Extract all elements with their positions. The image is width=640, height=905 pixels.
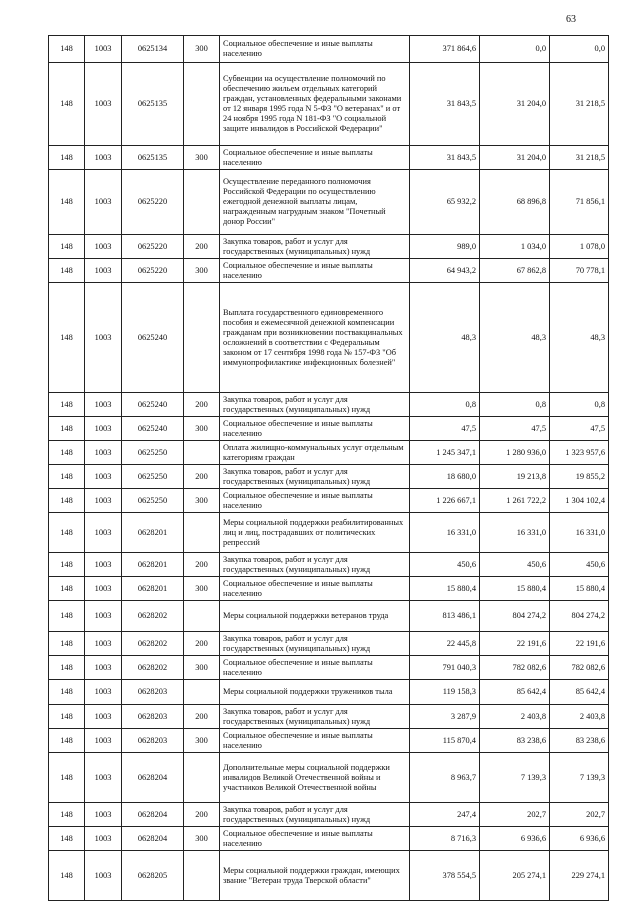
- table-row: [49, 656, 609, 680]
- cell-expense-type: 300: [184, 489, 220, 513]
- cell-amount-2: 205 274,1: [480, 851, 550, 901]
- cell-amount-2: 804 274,2: [480, 601, 550, 632]
- cell-expense-type: 200: [184, 393, 220, 417]
- cell-target-article: 0625220: [122, 170, 184, 235]
- cell-ved: 148: [49, 441, 85, 465]
- cell-section: 1003: [85, 465, 122, 489]
- cell-target-article: 0628204: [122, 753, 184, 803]
- cell-name: Социальное обеспечение и иные выплаты населению: [220, 259, 410, 283]
- cell-ved: 148: [49, 259, 85, 283]
- cell-amount-3: 6 936,6: [550, 827, 609, 851]
- cell-amount-2: 0,8: [480, 393, 550, 417]
- cell-amount-1: 3 287,9: [410, 705, 480, 729]
- cell-target-article: 0628204: [122, 827, 184, 851]
- cell-amount-3: 1 078,0: [550, 235, 609, 259]
- cell-name: Закупка товаров, работ и услуг для государственных (муниципальных) нужд: [220, 393, 410, 417]
- cell-expense-type: 300: [184, 827, 220, 851]
- cell-expense-type: 300: [184, 729, 220, 753]
- cell-target-article: 0628203: [122, 705, 184, 729]
- cell-expense-type: 300: [184, 417, 220, 441]
- table-row: [49, 827, 609, 851]
- table-row: [49, 170, 609, 235]
- cell-section: 1003: [85, 680, 122, 705]
- cell-ved: 148: [49, 393, 85, 417]
- table-row: [49, 632, 609, 656]
- table-row: [49, 705, 609, 729]
- cell-amount-1: 119 158,3: [410, 680, 480, 705]
- cell-ved: 148: [49, 753, 85, 803]
- cell-target-article: 0625220: [122, 259, 184, 283]
- cell-expense-type: [184, 63, 220, 146]
- cell-amount-1: 65 932,2: [410, 170, 480, 235]
- cell-target-article: 0625240: [122, 393, 184, 417]
- cell-amount-3: 202,7: [550, 803, 609, 827]
- cell-target-article: 0628202: [122, 601, 184, 632]
- cell-ved: 148: [49, 851, 85, 901]
- cell-expense-type: [184, 283, 220, 393]
- cell-target-article: 0628201: [122, 577, 184, 601]
- cell-amount-3: 15 880,4: [550, 577, 609, 601]
- table-row: [49, 851, 609, 901]
- cell-name: Социальное обеспечение и иные выплаты населению: [220, 827, 410, 851]
- cell-name: Социальное обеспечение и иные выплаты населению: [220, 489, 410, 513]
- cell-section: 1003: [85, 656, 122, 680]
- cell-name: Социальное обеспечение и иные выплаты населению: [220, 36, 410, 63]
- cell-name: Закупка товаров, работ и услуг для государственных (муниципальных) нужд: [220, 465, 410, 489]
- cell-ved: 148: [49, 803, 85, 827]
- cell-section: 1003: [85, 827, 122, 851]
- table-row: [49, 577, 609, 601]
- cell-amount-3: 70 778,1: [550, 259, 609, 283]
- cell-section: 1003: [85, 417, 122, 441]
- cell-amount-1: 16 331,0: [410, 513, 480, 553]
- cell-amount-2: 0,0: [480, 36, 550, 63]
- cell-amount-2: 48,3: [480, 283, 550, 393]
- cell-ved: 148: [49, 513, 85, 553]
- cell-section: 1003: [85, 632, 122, 656]
- cell-name: Меры социальной поддержки реабилитированных лиц и лиц, пострадавших от политических репрессий: [220, 513, 410, 553]
- cell-expense-type: 200: [184, 553, 220, 577]
- cell-ved: 148: [49, 146, 85, 170]
- cell-amount-2: 1 280 936,0: [480, 441, 550, 465]
- table-row: [49, 601, 609, 632]
- cell-amount-1: 18 680,0: [410, 465, 480, 489]
- cell-amount-1: 989,0: [410, 235, 480, 259]
- cell-name: Выплата государственного единовременного пособия и ежемесячной денежной компенсации гражданам при возникновении поствакцинальных осложнений в соответствии с Федеральным законом от 17 сентября 1998 года № 157-ФЗ "Об иммунопрофилактике инфекционных болезней": [220, 283, 410, 393]
- cell-target-article: 0628201: [122, 513, 184, 553]
- cell-amount-3: 48,3: [550, 283, 609, 393]
- cell-amount-2: 67 862,8: [480, 259, 550, 283]
- cell-amount-3: 47,5: [550, 417, 609, 441]
- cell-expense-type: [184, 513, 220, 553]
- cell-amount-3: 22 191,6: [550, 632, 609, 656]
- cell-section: 1003: [85, 851, 122, 901]
- cell-amount-2: 83 238,6: [480, 729, 550, 753]
- table-row: [49, 283, 609, 393]
- table-row: [49, 465, 609, 489]
- cell-target-article: 0628204: [122, 803, 184, 827]
- table-row: [49, 235, 609, 259]
- cell-section: 1003: [85, 441, 122, 465]
- cell-section: 1003: [85, 259, 122, 283]
- cell-amount-1: 48,3: [410, 283, 480, 393]
- cell-section: 1003: [85, 803, 122, 827]
- cell-amount-3: 0,8: [550, 393, 609, 417]
- cell-amount-3: 71 856,1: [550, 170, 609, 235]
- cell-amount-3: 16 331,0: [550, 513, 609, 553]
- cell-amount-1: 31 843,5: [410, 146, 480, 170]
- cell-amount-1: 64 943,2: [410, 259, 480, 283]
- cell-amount-2: 68 896,8: [480, 170, 550, 235]
- cell-amount-1: 1 226 667,1: [410, 489, 480, 513]
- cell-section: 1003: [85, 577, 122, 601]
- cell-name: Закупка товаров, работ и услуг для государственных (муниципальных) нужд: [220, 553, 410, 577]
- cell-name: Дополнительные меры социальной поддержки инвалидов Великой Отечественной войны и участников Великой Отечественной войны: [220, 753, 410, 803]
- cell-amount-2: 1 261 722,2: [480, 489, 550, 513]
- cell-ved: 148: [49, 729, 85, 753]
- table-row: [49, 36, 609, 63]
- cell-amount-3: 7 139,3: [550, 753, 609, 803]
- cell-ved: 148: [49, 632, 85, 656]
- cell-name: Закупка товаров, работ и услуг для государственных (муниципальных) нужд: [220, 705, 410, 729]
- cell-name: Осуществление переданного полномочия Российской Федерации по осуществлению ежегодной денежной выплаты лицам, награжденным нагрудным знаком "Почетный донор России": [220, 170, 410, 235]
- cell-target-article: 0628202: [122, 632, 184, 656]
- cell-target-article: 0628203: [122, 729, 184, 753]
- cell-target-article: 0625134: [122, 36, 184, 63]
- cell-amount-2: 202,7: [480, 803, 550, 827]
- cell-target-article: 0625250: [122, 465, 184, 489]
- cell-amount-2: 2 403,8: [480, 705, 550, 729]
- cell-expense-type: 300: [184, 656, 220, 680]
- cell-ved: 148: [49, 827, 85, 851]
- cell-section: 1003: [85, 753, 122, 803]
- cell-section: 1003: [85, 235, 122, 259]
- cell-amount-1: 115 870,4: [410, 729, 480, 753]
- cell-amount-3: 31 218,5: [550, 63, 609, 146]
- cell-expense-type: 200: [184, 705, 220, 729]
- cell-ved: 148: [49, 170, 85, 235]
- budget-table: [48, 35, 609, 901]
- cell-amount-2: 31 204,0: [480, 63, 550, 146]
- cell-name: Меры социальной поддержки ветеранов труда: [220, 601, 410, 632]
- cell-ved: 148: [49, 705, 85, 729]
- table-row: [49, 393, 609, 417]
- cell-amount-2: 782 082,6: [480, 656, 550, 680]
- cell-amount-3: 782 082,6: [550, 656, 609, 680]
- cell-name: Оплата жилищно-коммунальных услуг отдельным категориям граждан: [220, 441, 410, 465]
- cell-ved: 148: [49, 680, 85, 705]
- cell-name: Социальное обеспечение и иные выплаты населению: [220, 656, 410, 680]
- cell-expense-type: [184, 851, 220, 901]
- cell-name: Субвенции на осуществление полномочий по обеспечению жильем отдельных категорий граждан, установленных федеральными законами от 12 января 1995 года N 5-ФЗ "О ветеранах" и от 24 ноября 1995 года N 181-ФЗ "О социальной защите инвалидов в Российской Федерации": [220, 63, 410, 146]
- page-number: 63: [566, 14, 576, 25]
- cell-section: 1003: [85, 489, 122, 513]
- table-row: [49, 146, 609, 170]
- table-row: [49, 489, 609, 513]
- cell-expense-type: 200: [184, 235, 220, 259]
- cell-target-article: 0628202: [122, 656, 184, 680]
- cell-amount-1: 371 864,6: [410, 36, 480, 63]
- cell-section: 1003: [85, 601, 122, 632]
- cell-amount-3: 1 304 102,4: [550, 489, 609, 513]
- cell-ved: 148: [49, 465, 85, 489]
- cell-expense-type: 200: [184, 465, 220, 489]
- cell-ved: 148: [49, 283, 85, 393]
- cell-amount-3: 2 403,8: [550, 705, 609, 729]
- cell-section: 1003: [85, 146, 122, 170]
- cell-expense-type: 300: [184, 146, 220, 170]
- table-row: [49, 441, 609, 465]
- cell-ved: 148: [49, 601, 85, 632]
- cell-section: 1003: [85, 36, 122, 63]
- cell-amount-1: 8 716,3: [410, 827, 480, 851]
- cell-amount-2: 6 936,6: [480, 827, 550, 851]
- cell-name: Закупка товаров, работ и услуг для государственных (муниципальных) нужд: [220, 632, 410, 656]
- cell-amount-3: 83 238,6: [550, 729, 609, 753]
- cell-amount-1: 247,4: [410, 803, 480, 827]
- cell-amount-3: 450,6: [550, 553, 609, 577]
- cell-expense-type: [184, 170, 220, 235]
- cell-amount-1: 791 040,3: [410, 656, 480, 680]
- cell-amount-1: 31 843,5: [410, 63, 480, 146]
- cell-expense-type: [184, 680, 220, 705]
- cell-amount-1: 813 486,1: [410, 601, 480, 632]
- table-row: [49, 803, 609, 827]
- cell-target-article: 0625220: [122, 235, 184, 259]
- cell-amount-2: 85 642,4: [480, 680, 550, 705]
- cell-target-article: 0625240: [122, 417, 184, 441]
- cell-amount-3: 19 855,2: [550, 465, 609, 489]
- cell-section: 1003: [85, 705, 122, 729]
- cell-expense-type: 300: [184, 259, 220, 283]
- cell-amount-3: 31 218,5: [550, 146, 609, 170]
- cell-amount-1: 8 963,7: [410, 753, 480, 803]
- cell-expense-type: 300: [184, 36, 220, 63]
- cell-expense-type: 200: [184, 803, 220, 827]
- cell-section: 1003: [85, 283, 122, 393]
- table-row: [49, 417, 609, 441]
- cell-amount-3: 229 274,1: [550, 851, 609, 901]
- cell-amount-3: 1 323 957,6: [550, 441, 609, 465]
- cell-expense-type: [184, 441, 220, 465]
- cell-target-article: 0628203: [122, 680, 184, 705]
- cell-amount-1: 15 880,4: [410, 577, 480, 601]
- cell-name: Меры социальной поддержки граждан, имеющих звание "Ветеран труда Тверской области": [220, 851, 410, 901]
- cell-target-article: 0625135: [122, 63, 184, 146]
- cell-amount-3: 804 274,2: [550, 601, 609, 632]
- cell-ved: 148: [49, 235, 85, 259]
- table-row: [49, 513, 609, 553]
- cell-amount-1: 450,6: [410, 553, 480, 577]
- cell-target-article: 0625250: [122, 441, 184, 465]
- cell-section: 1003: [85, 729, 122, 753]
- cell-expense-type: [184, 601, 220, 632]
- cell-amount-1: 0,8: [410, 393, 480, 417]
- table-row: [49, 729, 609, 753]
- cell-amount-1: 47,5: [410, 417, 480, 441]
- table-row: [49, 680, 609, 705]
- cell-name: Закупка товаров, работ и услуг для государственных (муниципальных) нужд: [220, 803, 410, 827]
- cell-section: 1003: [85, 393, 122, 417]
- table-row: [49, 753, 609, 803]
- cell-name: Закупка товаров, работ и услуг для государственных (муниципальных) нужд: [220, 235, 410, 259]
- table-row: [49, 553, 609, 577]
- cell-ved: 148: [49, 656, 85, 680]
- cell-name: Социальное обеспечение и иные выплаты населению: [220, 146, 410, 170]
- cell-ved: 148: [49, 577, 85, 601]
- cell-amount-1: 1 245 347,1: [410, 441, 480, 465]
- cell-expense-type: 300: [184, 577, 220, 601]
- cell-amount-2: 19 213,8: [480, 465, 550, 489]
- cell-target-article: 0625250: [122, 489, 184, 513]
- cell-amount-2: 16 331,0: [480, 513, 550, 553]
- cell-name: Меры социальной поддержки тружеников тыла: [220, 680, 410, 705]
- cell-amount-2: 450,6: [480, 553, 550, 577]
- cell-amount-2: 22 191,6: [480, 632, 550, 656]
- cell-amount-2: 31 204,0: [480, 146, 550, 170]
- cell-amount-2: 47,5: [480, 417, 550, 441]
- cell-target-article: 0628201: [122, 553, 184, 577]
- cell-amount-2: 15 880,4: [480, 577, 550, 601]
- cell-ved: 148: [49, 417, 85, 441]
- cell-amount-2: 1 034,0: [480, 235, 550, 259]
- table-row: [49, 63, 609, 146]
- cell-ved: 148: [49, 36, 85, 63]
- cell-name: Социальное обеспечение и иные выплаты населению: [220, 577, 410, 601]
- cell-amount-3: 0,0: [550, 36, 609, 63]
- cell-amount-1: 378 554,5: [410, 851, 480, 901]
- table-row: [49, 259, 609, 283]
- cell-name: Социальное обеспечение и иные выплаты населению: [220, 417, 410, 441]
- cell-ved: 148: [49, 63, 85, 146]
- cell-target-article: 0628205: [122, 851, 184, 901]
- cell-expense-type: [184, 753, 220, 803]
- cell-target-article: 0625240: [122, 283, 184, 393]
- cell-name: Социальное обеспечение и иные выплаты населению: [220, 729, 410, 753]
- cell-section: 1003: [85, 63, 122, 146]
- table-body: [49, 36, 609, 901]
- cell-amount-3: 85 642,4: [550, 680, 609, 705]
- cell-section: 1003: [85, 513, 122, 553]
- cell-section: 1003: [85, 170, 122, 235]
- cell-ved: 148: [49, 553, 85, 577]
- cell-section: 1003: [85, 553, 122, 577]
- cell-target-article: 0625135: [122, 146, 184, 170]
- cell-expense-type: 200: [184, 632, 220, 656]
- cell-ved: 148: [49, 489, 85, 513]
- cell-amount-2: 7 139,3: [480, 753, 550, 803]
- cell-amount-1: 22 445,8: [410, 632, 480, 656]
